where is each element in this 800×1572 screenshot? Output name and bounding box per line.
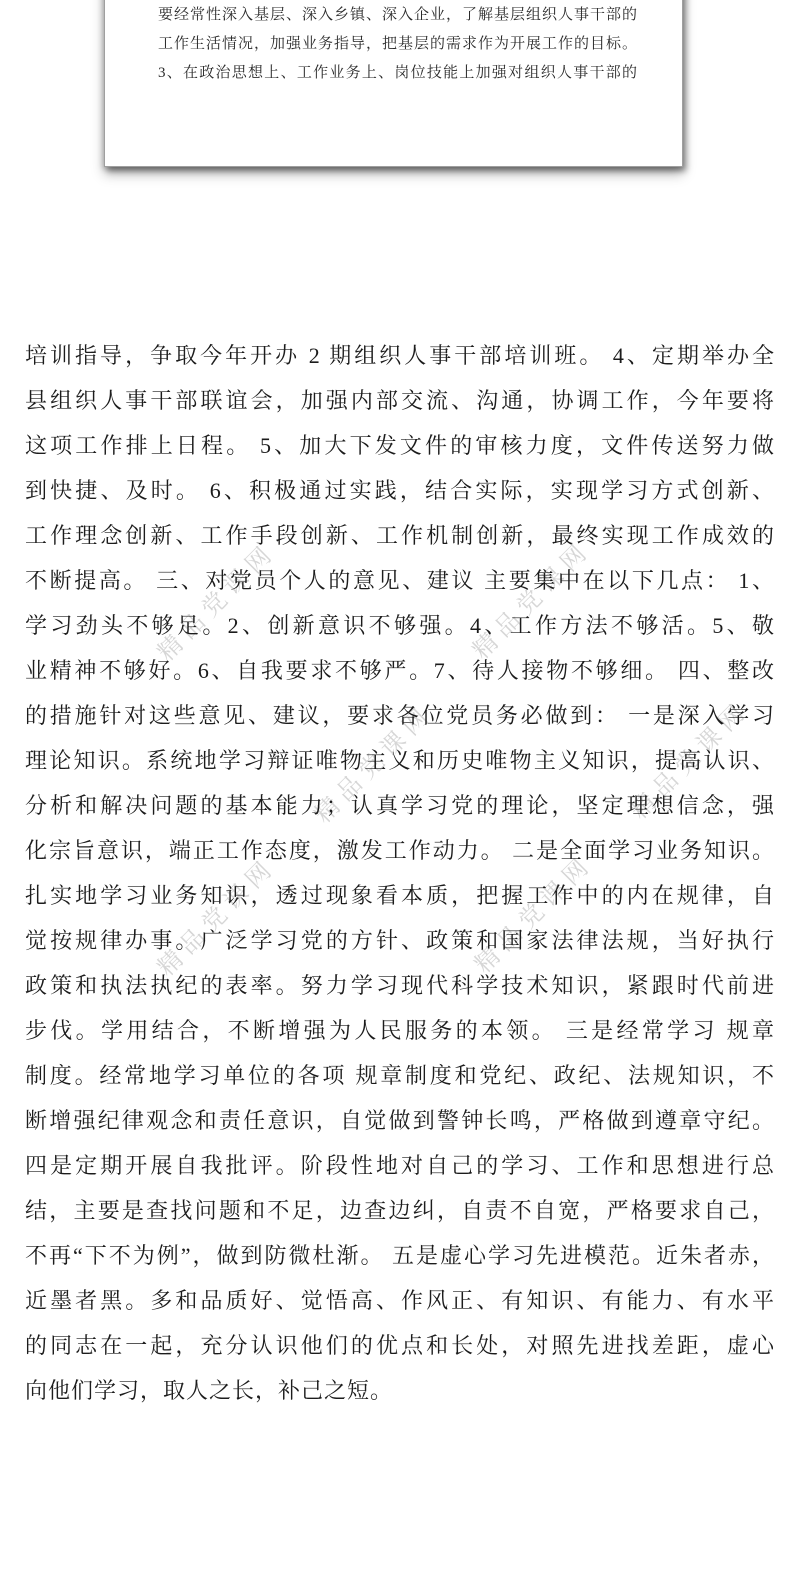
body-text-line: 这项工作排上日程。 5、加大下发文件的审核力度，文件传送努力做 <box>25 433 775 458</box>
body-text-line: 分析和解决问题的基本能力；认真学习党的理论，坚定理想信念，强 <box>25 793 775 818</box>
watermark-text: 精品党课网 <box>467 535 597 665</box>
watermark-text: 精品党课网 <box>152 852 282 982</box>
body-text-line: 业精神不够好。6、自我要求不够严。7、待人接物不够细。 四、整改 <box>25 658 775 683</box>
body-text-line: 学习劲头不够足。2、创新意识不够强。4、工作方法不够活。5、敬 <box>25 613 775 638</box>
page-preview-text <box>105 0 682 88</box>
body-text-line: 工作理念创新、工作手段创新、工作机制创新，最终实现工作成效的 <box>25 523 775 548</box>
body-text-line: 的同志在一起，充分认识他们的优点和长处，对照先进找差距，虚心 <box>25 1333 775 1358</box>
watermark-text: 精品党课网 <box>469 849 599 979</box>
body-text-line: 县组织人事干部联谊会，加强内部交流、沟通，协调工作，今年要将 <box>25 388 775 413</box>
watermark-text: 精品党课网 <box>152 537 282 667</box>
body-text-line: 化宗旨意识，端正工作态度，激发工作动力。 二是全面学习业务知识。 <box>25 838 775 863</box>
body-text-line: 制度。经常地学习单位的各项 规章制度和党纪、政纪、法规知识，不 <box>25 1063 775 1088</box>
body-text-line: 断增强纪律观念和责任意识，自觉做到警钟长鸣，严格做到遵章守纪。 <box>25 1108 775 1133</box>
preview-line: 工作生活情况，加强业务指导，把基层的需求作为开展工作的目标。 <box>158 36 637 52</box>
body-text-line: 步伐。学用结合，不断增强为人民服务的本领。 三是经常学习 规章 <box>25 1018 775 1043</box>
body-text-line: 向他们学习，取人之长，补己之短。 <box>25 1378 394 1403</box>
body-text-line: 四是定期开展自我批评。阶段性地对自己的学习、工作和思想进行总 <box>25 1153 775 1178</box>
body-text-line: 近墨者黑。多和品质好、觉悟高、作风正、有知识、有能力、有水平 <box>25 1288 775 1313</box>
body-text-line: 政策和执法执纪的表率。努力学习现代科学技术知识，紧跟时代前进 <box>25 973 775 998</box>
body-text-line: 到快捷、及时。 6、积极通过实践，结合实际，实现学习方式创新、 <box>25 478 775 503</box>
document-page-preview <box>104 0 683 167</box>
body-text-line: 不断提高。 三、对党员个人的意见、建议 主要集中在以下几点： 1、 <box>25 568 775 593</box>
body-text-line: 结，主要是查找问题和不足，边查边纠，自责不自宽，严格要求自己， <box>25 1198 775 1223</box>
document-body-text <box>25 333 775 1413</box>
watermark-text: 精品党课网 <box>309 699 439 829</box>
body-text-line: 的措施针对这些意见、建议，要求各位党员务必做到： 一是深入学习 <box>25 703 775 728</box>
body-text-line: 扎实地学习业务知识，透过现象看本质，把握工作中的内在规律，自 <box>25 883 775 908</box>
body-text-line: 培训指导，争取今年开办 2 期组织人事干部培训班。 4、定期举办全 <box>25 343 775 368</box>
preview-line: 要经常性深入基层、深入乡镇、深入企业，了解基层组织人事干部的 <box>158 7 637 23</box>
body-text-line: 觉按规律办事。广泛学习党的方针、政策和国家法律法规，当好执行 <box>25 928 775 953</box>
body-text-line: 不再“下不为例”，做到防微杜渐。 五是虚心学习先进模范。近朱者赤， <box>25 1243 775 1268</box>
body-text-line: 理论知识。系统地学习辩证唯物主义和历史唯物主义知识，提高认识、 <box>25 748 775 773</box>
preview-line: 3、在政治思想上、工作业务上、岗位技能上加强对组织人事干部的 <box>158 65 637 81</box>
watermark-text: 精品党课网 <box>625 695 755 825</box>
